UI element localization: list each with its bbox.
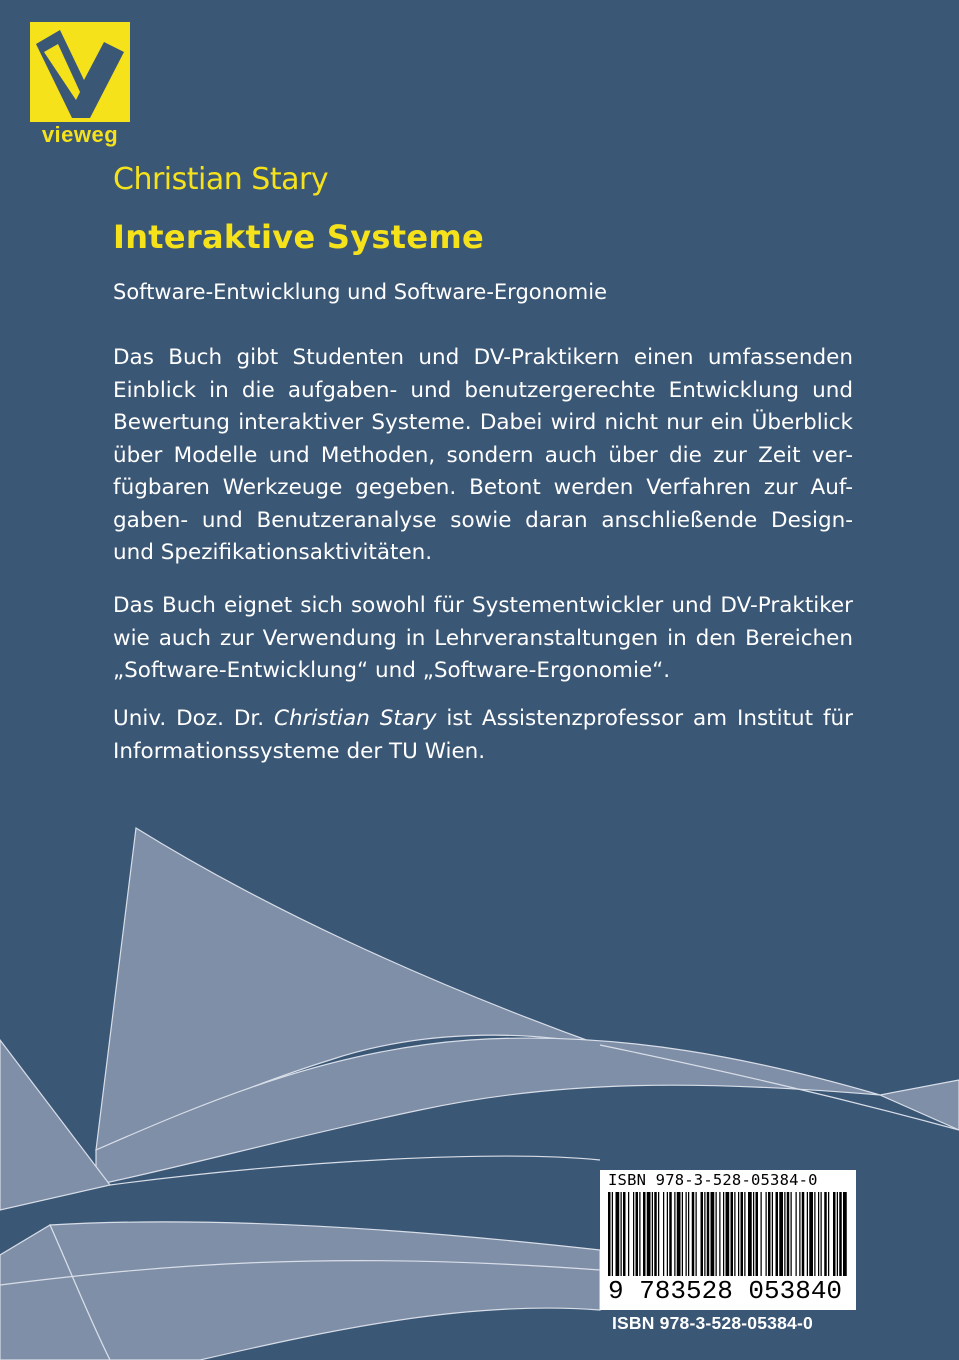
barcode-bar (731, 1192, 734, 1276)
bio-author-name: Christian Stary (273, 706, 437, 731)
barcode-bar (696, 1192, 697, 1276)
barcode-bar (756, 1192, 759, 1276)
text-line: Das Buch eignet sich sowohl für Systementwickler und DV-Praktiker (113, 593, 853, 618)
barcode-bar (647, 1192, 651, 1276)
barcode-bar (633, 1192, 634, 1276)
text-line: fügbaren Werkzeuge gegeben. Betont werden Verfahren zur Auf- (113, 475, 853, 500)
barcode-isbn-text: ISBN 978-3-528-05384-0 (608, 1171, 818, 1189)
barcode-bar (809, 1192, 813, 1276)
barcode-bar (704, 1192, 705, 1276)
barcode-bar (828, 1192, 829, 1276)
barcode-bar (692, 1192, 695, 1276)
barcode-bar (761, 1192, 762, 1276)
barcode-bar (837, 1192, 838, 1276)
barcode-bar (682, 1192, 683, 1276)
barcode-bar (608, 1192, 611, 1276)
barcode-bar (766, 1192, 767, 1276)
barcode-bar (658, 1192, 659, 1276)
isbn-number: ISBN 978-3-528-05384-0 (612, 1313, 813, 1333)
barcode-icon (606, 1192, 850, 1276)
barcode-bar (701, 1192, 704, 1276)
text-line: Das Buch gibt Studenten und DV-Praktikern einen umfassenden (113, 345, 853, 370)
barcode-bar (802, 1192, 805, 1276)
barcode-bar (748, 1192, 752, 1276)
author-name: Christian Stary (113, 162, 329, 197)
barcode-bar (654, 1192, 657, 1276)
barcode-bar (776, 1192, 779, 1276)
barcode-bar (787, 1192, 790, 1276)
barcode-bar (686, 1192, 687, 1276)
bio-prefix: Univ. Doz. Dr. (113, 706, 274, 731)
publisher-logo-text: vieweg (41, 122, 119, 147)
barcode-bar (772, 1192, 773, 1276)
text-line: Bewertung interaktiver Systeme. Dabei wird nicht nur ein Überblick (113, 410, 853, 435)
barcode-bar (821, 1192, 822, 1276)
barcode-bar (744, 1192, 745, 1276)
barcode-bar (814, 1192, 815, 1276)
barcode-digits: 9 783528 053840 (608, 1276, 843, 1306)
book-title: Interaktive Systeme (113, 218, 485, 256)
barcode-bar (719, 1192, 720, 1276)
author-bio-paragraph (113, 703, 853, 768)
text-line: „Software-Entwicklung“ und „Software-Ergonomie“. (113, 658, 671, 683)
text-line (113, 703, 853, 736)
barcode-bar (791, 1192, 792, 1276)
barcode-bar (612, 1192, 613, 1276)
barcode-bar (824, 1192, 827, 1276)
text-line: und Spezifikationsaktivitäten. (113, 540, 433, 565)
barcode-bar (753, 1192, 754, 1276)
barcode-bar (628, 1192, 629, 1276)
barcode-bar (711, 1192, 715, 1276)
barcode-bar (674, 1192, 675, 1276)
barcode-bar (779, 1192, 783, 1276)
book-subtitle: Software-Entwicklung und Software-Ergonomie (113, 280, 607, 304)
description-paragraph-1 (113, 342, 853, 570)
barcode-bar (621, 1192, 622, 1276)
barcode-bar (688, 1192, 689, 1276)
description-paragraph-2 (113, 590, 853, 688)
text-line: Informationssysteme der TU Wien. (113, 738, 486, 764)
barcode-bar (677, 1192, 681, 1276)
text-line: Einblick in die aufgaben- und benutzergerechte Entwicklung und (113, 377, 853, 403)
barcode-bar (799, 1192, 800, 1276)
text-line: über Modelle und Methoden, sondern auch über die zur Zeit ver- (113, 442, 853, 468)
barcode-bar (833, 1192, 836, 1276)
barcode-bar (796, 1192, 797, 1276)
barcode-bar (768, 1192, 771, 1276)
bg-shape-right (880, 1080, 959, 1130)
barcode-bar (818, 1192, 819, 1276)
barcode-bar (652, 1192, 653, 1276)
barcode-bar (734, 1192, 735, 1276)
barcode-bar (807, 1192, 808, 1276)
barcode-bar (726, 1192, 730, 1276)
text-line: wie auch zur Verwendung in Lehrveranstaltungen in den Bereichen (113, 625, 853, 651)
barcode-bar (639, 1192, 640, 1276)
bg-shape-left (0, 1040, 110, 1210)
barcode-bar (839, 1192, 842, 1276)
barcode-bar (741, 1192, 744, 1276)
barcode-bar (738, 1192, 739, 1276)
bio-suffix: ist Assistenzprofessor am Institut für (436, 706, 853, 731)
barcode-bar (636, 1192, 639, 1276)
text-line: gaben- und Benutzeranalyse sowie daran anschließende Design- (113, 507, 853, 533)
barcode-bar (784, 1192, 785, 1276)
barcode-label (600, 1170, 856, 1310)
barcode-bar (663, 1192, 664, 1276)
barcode-bar (616, 1192, 620, 1276)
barcode-bar (623, 1192, 626, 1276)
barcode-bar (716, 1192, 717, 1276)
barcode-bar (643, 1192, 646, 1276)
barcode-bar (707, 1192, 710, 1276)
barcode-bar (843, 1192, 847, 1276)
barcode-bar (723, 1192, 724, 1276)
bg-shape-lower (50, 1222, 600, 1360)
barcode-bar (669, 1192, 672, 1276)
barcode-bar (667, 1192, 668, 1276)
